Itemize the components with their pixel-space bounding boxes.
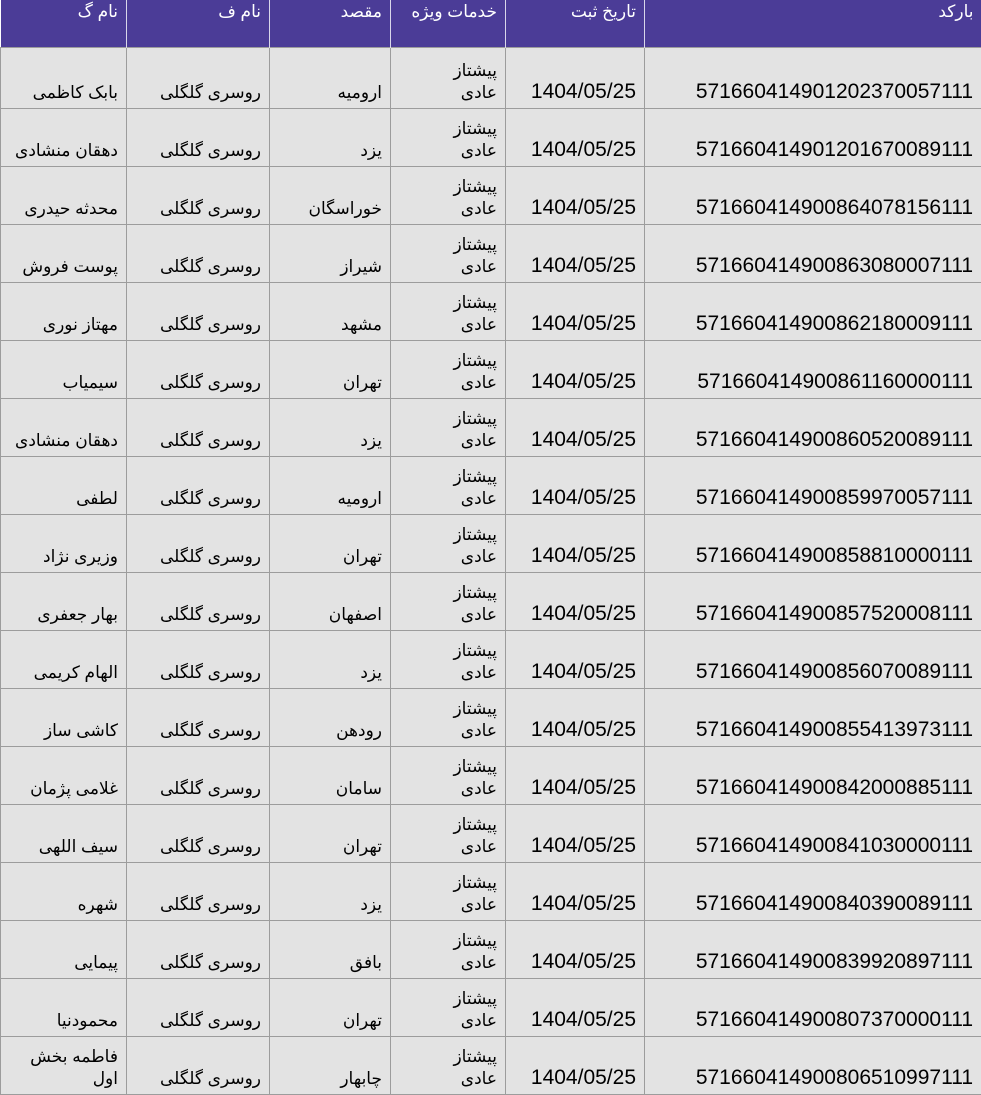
table-row bbox=[1, 921, 981, 979]
recipient-name-cell: غلامی پژمان bbox=[1, 747, 127, 805]
barcode-cell: 571660414900857520008111 bbox=[645, 573, 981, 631]
family-name-cell: روسری گلگلی bbox=[127, 457, 270, 515]
special-services-cell bbox=[391, 805, 506, 863]
service-type-label: پیشتاز bbox=[395, 234, 497, 256]
barcode-cell: 571660414900840390089111 bbox=[645, 863, 981, 921]
recipient-name-cell: بابک کاظمی bbox=[1, 48, 127, 109]
registration-date-cell: 1404/05/25 bbox=[506, 1037, 645, 1095]
registration-date-cell: 1404/05/25 bbox=[506, 689, 645, 747]
recipient-name-cell: بهار جعفری bbox=[1, 573, 127, 631]
recipient-name-cell: پیمایی bbox=[1, 921, 127, 979]
family-name-cell: روسری گلگلی bbox=[127, 747, 270, 805]
table-row bbox=[1, 573, 981, 631]
family-name-cell: روسری گلگلی bbox=[127, 805, 270, 863]
service-class-label: عادی bbox=[395, 952, 497, 974]
special-services-cell bbox=[391, 167, 506, 225]
family-name-cell: روسری گلگلی bbox=[127, 631, 270, 689]
table-header bbox=[1, 0, 981, 48]
barcode-cell: 571660414900839920897111 bbox=[645, 921, 981, 979]
header-family: نام ف bbox=[127, 0, 270, 48]
family-name-cell: روسری گلگلی bbox=[127, 515, 270, 573]
registration-date-cell: 1404/05/25 bbox=[506, 457, 645, 515]
barcode-cell: 571660414900807370000111 bbox=[645, 979, 981, 1037]
table-row bbox=[1, 225, 981, 283]
service-type-label: پیشتاز bbox=[395, 176, 497, 198]
service-type-label: پیشتاز bbox=[395, 350, 497, 372]
recipient-name-cell: محمودنیا bbox=[1, 979, 127, 1037]
recipient-name-cell: فاطمه بخش اول bbox=[1, 1037, 127, 1095]
header-date: تاریخ ثبت bbox=[506, 0, 645, 48]
destination-cell: تهران bbox=[270, 979, 391, 1037]
service-type-label: پیشتاز bbox=[395, 698, 497, 720]
family-name-cell: روسری گلگلی bbox=[127, 921, 270, 979]
service-type-label: پیشتاز bbox=[395, 930, 497, 952]
service-type-label: پیشتاز bbox=[395, 466, 497, 488]
destination-cell: چابهار bbox=[270, 1037, 391, 1095]
special-services-cell bbox=[391, 515, 506, 573]
recipient-name-cell: سیمیاب bbox=[1, 341, 127, 399]
family-name-cell: روسری گلگلی bbox=[127, 48, 270, 109]
registration-date-cell: 1404/05/25 bbox=[506, 515, 645, 573]
header-destination: مقصد bbox=[270, 0, 391, 48]
destination-cell: ارومیه bbox=[270, 457, 391, 515]
special-services-cell bbox=[391, 225, 506, 283]
registration-date-cell: 1404/05/25 bbox=[506, 747, 645, 805]
special-services-cell bbox=[391, 457, 506, 515]
service-type-label: پیشتاز bbox=[395, 60, 497, 82]
table-row bbox=[1, 747, 981, 805]
registration-date-cell: 1404/05/25 bbox=[506, 399, 645, 457]
special-services-cell bbox=[391, 48, 506, 109]
table-row bbox=[1, 283, 981, 341]
table-row bbox=[1, 399, 981, 457]
destination-cell: تهران bbox=[270, 341, 391, 399]
destination-cell: بافق bbox=[270, 921, 391, 979]
family-name-cell: روسری گلگلی bbox=[127, 979, 270, 1037]
special-services-cell bbox=[391, 747, 506, 805]
service-class-label: عادی bbox=[395, 140, 497, 162]
service-class-label: عادی bbox=[395, 546, 497, 568]
registration-date-cell: 1404/05/25 bbox=[506, 979, 645, 1037]
destination-cell: رودهن bbox=[270, 689, 391, 747]
destination-cell: یزد bbox=[270, 631, 391, 689]
recipient-name-cell: محدثه حیدری bbox=[1, 167, 127, 225]
destination-cell: اصفهان bbox=[270, 573, 391, 631]
service-class-label: عادی bbox=[395, 720, 497, 742]
destination-cell: یزد bbox=[270, 399, 391, 457]
registration-date-cell: 1404/05/25 bbox=[506, 167, 645, 225]
registration-date-cell: 1404/05/25 bbox=[506, 109, 645, 167]
destination-cell: ارومیه bbox=[270, 48, 391, 109]
barcode-cell: 571660414900860520089111 bbox=[645, 399, 981, 457]
barcode-cell: 571660414901202370057111 bbox=[645, 48, 981, 109]
service-type-label: پیشتاز bbox=[395, 118, 497, 140]
registration-date-cell: 1404/05/25 bbox=[506, 341, 645, 399]
table-row bbox=[1, 631, 981, 689]
table-row bbox=[1, 1037, 981, 1095]
destination-cell: تهران bbox=[270, 805, 391, 863]
recipient-name-cell: مهتاز نوری bbox=[1, 283, 127, 341]
service-type-label: پیشتاز bbox=[395, 524, 497, 546]
family-name-cell: روسری گلگلی bbox=[127, 341, 270, 399]
destination-cell: یزد bbox=[270, 109, 391, 167]
service-class-label: عادی bbox=[395, 778, 497, 800]
family-name-cell: روسری گلگلی bbox=[127, 399, 270, 457]
barcode-cell: 571660414900855413973111 bbox=[645, 689, 981, 747]
special-services-cell bbox=[391, 631, 506, 689]
special-services-cell bbox=[391, 283, 506, 341]
destination-cell: تهران bbox=[270, 515, 391, 573]
service-class-label: عادی bbox=[395, 1068, 497, 1090]
barcode-cell: 571660414900806510997111 bbox=[645, 1037, 981, 1095]
barcode-cell: 571660414900856070089111 bbox=[645, 631, 981, 689]
family-name-cell: روسری گلگلی bbox=[127, 863, 270, 921]
table-row bbox=[1, 979, 981, 1037]
service-type-label: پیشتاز bbox=[395, 1046, 497, 1068]
service-type-label: پیشتاز bbox=[395, 988, 497, 1010]
registration-date-cell: 1404/05/25 bbox=[506, 283, 645, 341]
family-name-cell: روسری گلگلی bbox=[127, 225, 270, 283]
barcode-cell: 571660414900859970057111 bbox=[645, 457, 981, 515]
special-services-cell bbox=[391, 921, 506, 979]
service-type-label: پیشتاز bbox=[395, 582, 497, 604]
service-type-label: پیشتاز bbox=[395, 814, 497, 836]
service-class-label: عادی bbox=[395, 198, 497, 220]
service-class-label: عادی bbox=[395, 604, 497, 626]
destination-cell: مشهد bbox=[270, 283, 391, 341]
special-services-cell bbox=[391, 979, 506, 1037]
barcode-cell: 571660414900862180009111 bbox=[645, 283, 981, 341]
family-name-cell: روسری گلگلی bbox=[127, 283, 270, 341]
registration-date-cell: 1404/05/25 bbox=[506, 863, 645, 921]
recipient-name-cell: الهام کریمی bbox=[1, 631, 127, 689]
family-name-cell: روسری گلگلی bbox=[127, 167, 270, 225]
family-name-cell: روسری گلگلی bbox=[127, 689, 270, 747]
recipient-name-cell: وزیری نژاد bbox=[1, 515, 127, 573]
recipient-name-cell: کاشی ساز bbox=[1, 689, 127, 747]
table-row bbox=[1, 805, 981, 863]
service-class-label: عادی bbox=[395, 662, 497, 684]
barcode-cell: 571660414900858810000111 bbox=[645, 515, 981, 573]
barcode-cell: 571660414901201670089111 bbox=[645, 109, 981, 167]
registration-date-cell: 1404/05/25 bbox=[506, 48, 645, 109]
service-type-label: پیشتاز bbox=[395, 408, 497, 430]
registration-date-cell: 1404/05/25 bbox=[506, 805, 645, 863]
recipient-name-cell: دهقان منشادی bbox=[1, 399, 127, 457]
table-row bbox=[1, 863, 981, 921]
service-class-label: عادی bbox=[395, 1010, 497, 1032]
destination-cell: یزد bbox=[270, 863, 391, 921]
family-name-cell: روسری گلگلی bbox=[127, 109, 270, 167]
family-name-cell: روسری گلگلی bbox=[127, 1037, 270, 1095]
barcode-cell: 571660414900863080007111 bbox=[645, 225, 981, 283]
recipient-name-cell: پوست فروش bbox=[1, 225, 127, 283]
service-class-label: عادی bbox=[395, 430, 497, 452]
recipient-name-cell: شهره bbox=[1, 863, 127, 921]
special-services-cell bbox=[391, 689, 506, 747]
service-class-label: عادی bbox=[395, 488, 497, 510]
header-services: خدمات ویژه bbox=[391, 0, 506, 48]
special-services-cell bbox=[391, 109, 506, 167]
destination-cell: خوراسگان bbox=[270, 167, 391, 225]
registration-date-cell: 1404/05/25 bbox=[506, 225, 645, 283]
barcode-cell: 571660414900864078156111 bbox=[645, 167, 981, 225]
service-type-label: پیشتاز bbox=[395, 640, 497, 662]
registration-date-cell: 1404/05/25 bbox=[506, 921, 645, 979]
recipient-name-cell: سیف اللهی bbox=[1, 805, 127, 863]
service-class-label: عادی bbox=[395, 836, 497, 858]
header-row bbox=[1, 0, 981, 48]
destination-cell: سامان bbox=[270, 747, 391, 805]
family-name-cell: روسری گلگلی bbox=[127, 573, 270, 631]
table-body bbox=[1, 48, 981, 1095]
service-type-label: پیشتاز bbox=[395, 292, 497, 314]
recipient-name-cell: لطفی bbox=[1, 457, 127, 515]
barcode-cell: 571660414900842000885111 bbox=[645, 747, 981, 805]
special-services-cell bbox=[391, 341, 506, 399]
table-row bbox=[1, 457, 981, 515]
special-services-cell bbox=[391, 1037, 506, 1095]
service-class-label: عادی bbox=[395, 314, 497, 336]
special-services-cell bbox=[391, 863, 506, 921]
service-type-label: پیشتاز bbox=[395, 756, 497, 778]
table-row bbox=[1, 689, 981, 747]
barcode-cell: 571660414900861160000111 bbox=[645, 341, 981, 399]
recipient-name-cell: دهقان منشادی bbox=[1, 109, 127, 167]
special-services-cell bbox=[391, 399, 506, 457]
service-type-label: پیشتاز bbox=[395, 872, 497, 894]
special-services-cell bbox=[391, 573, 506, 631]
table-row bbox=[1, 167, 981, 225]
table-row bbox=[1, 48, 981, 109]
table-row bbox=[1, 109, 981, 167]
service-class-label: عادی bbox=[395, 894, 497, 916]
barcode-cell: 571660414900841030000111 bbox=[645, 805, 981, 863]
header-name: نام گ bbox=[1, 0, 127, 48]
service-class-label: عادی bbox=[395, 256, 497, 278]
header-barcode: بارکد bbox=[645, 0, 981, 48]
table-row bbox=[1, 515, 981, 573]
service-class-label: عادی bbox=[395, 372, 497, 394]
registration-date-cell: 1404/05/25 bbox=[506, 631, 645, 689]
destination-cell: شیراز bbox=[270, 225, 391, 283]
table-row bbox=[1, 341, 981, 399]
registration-date-cell: 1404/05/25 bbox=[506, 573, 645, 631]
service-class-label: عادی bbox=[395, 82, 497, 104]
